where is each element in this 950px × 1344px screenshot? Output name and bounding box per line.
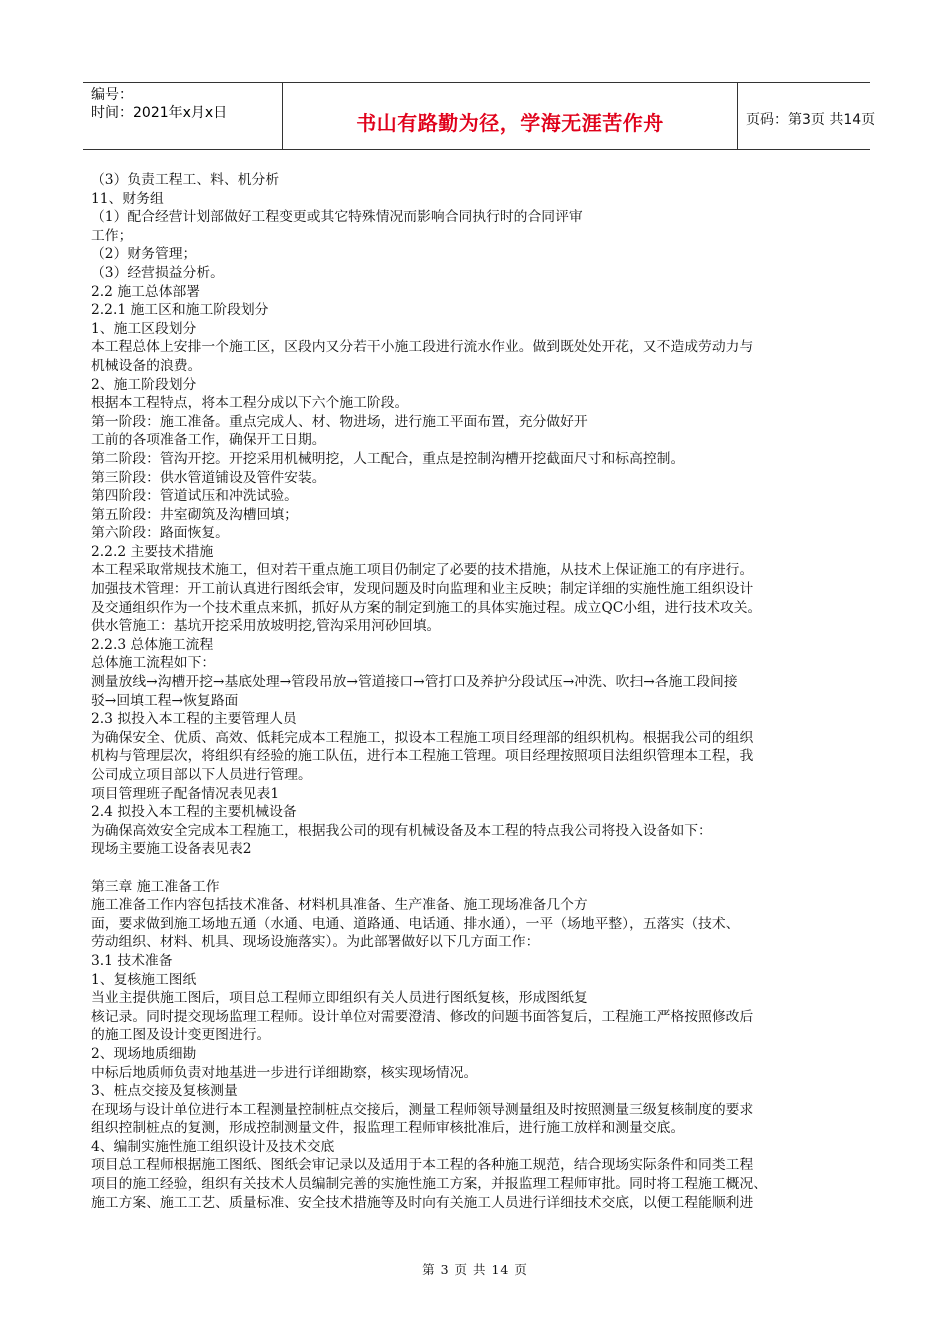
text-line: 组织控制桩点的复测，形成控制测量文件，报监理工程师审核批准后，进行施工放样和测量交底。 — [91, 1120, 685, 1137]
document-time-label: 时间：2021年x月x日 — [91, 105, 228, 121]
header-page-cell — [738, 83, 876, 149]
header-page-number: 页码：第3页 共14页 — [746, 112, 876, 128]
text-line: 供水管施工：基坑开挖采用放坡明挖,管沟采用河砂回填。 — [91, 618, 441, 635]
text-line: 本工程采取常规技术施工，但对若干重点施工项目仍制定了必要的技术措施，从技术上保证施工的有序进行。 — [91, 562, 754, 579]
text-line: 第二阶段：管沟开挖。开挖采用机械明挖，人工配合，重点是控制沟槽开挖截面尺寸和标高控制。 — [91, 450, 685, 467]
text-line: 2、施工阶段划分 — [91, 376, 197, 393]
text-line: （3）经营损益分析。 — [91, 264, 224, 281]
text-line: 11、财务组 — [91, 190, 164, 207]
text-line: 第三阶段：供水管道铺设及管件安装。 — [91, 469, 326, 486]
text-line: 劳动组织、材料、机具、现场设施落实）。为此部署做好以下几方面工作： — [91, 934, 540, 951]
text-line: 工作； — [91, 227, 133, 244]
text-line: 测量放线→沟槽开挖→基底处理→管段吊放→管道接口→管打口及养护分段试压→冲洗、吹扫→各施工段间接 — [91, 674, 738, 691]
text-line: 加强技术管理：开工前认真进行图纸会审，发现问题及时向监理和业主反映；制定详细的实施性施工组织设计 — [91, 581, 754, 598]
document-body — [91, 171, 871, 1212]
text-line: 第四阶段：管道试压和冲洗试验。 — [91, 488, 298, 505]
text-line: 施工准备工作内容包括技术准备、材料机具准备、生产准备、施工现场准备几个方 — [91, 897, 588, 914]
text-line: 2.2.1 施工区和施工阶段划分 — [91, 302, 269, 319]
text-line: 机构与管理层次，将组织有经验的施工队伍，进行本工程施工管理。项目经理按照项目法组织管理本工程，我 — [91, 748, 754, 765]
text-line: 驳→回填工程→恢复路面 — [91, 692, 239, 709]
text-line — [91, 859, 871, 878]
text-line: 3.1 技术准备 — [91, 952, 173, 969]
text-line: 本工程总体上安排一个施工区，区段内又分若干小施工段进行流水作业。做到既处处开花，又不造成劳动力与 — [91, 339, 754, 356]
text-line: 为确保高效安全完成本工程施工，根据我公司的现有机械设备及本工程的特点我公司将投入设备如下： — [91, 822, 712, 839]
text-line: （1）配合经营计划部做好工程变更或其它特殊情况而影响合同执行时的合同评审 — [91, 209, 583, 226]
page-footer: 第 3 页 共 14 页 — [422, 1262, 528, 1277]
text-line: 2.4 拟投入本工程的主要机械设备 — [91, 804, 297, 821]
text-line: 及交通组织作为一个技术重点来抓，抓好从方案的制定到施工的具体实施过程。成立QC小组，进行技术攻关。 — [91, 599, 762, 616]
text-line: 根据本工程特点，将本工程分成以下六个施工阶段。 — [91, 395, 409, 412]
text-line: 总体施工流程如下： — [91, 655, 216, 672]
document-number-label: 编号： — [91, 87, 133, 103]
text-line: 1、复核施工图纸 — [91, 971, 197, 988]
text-line: 施工方案、施工工艺、质量标准、安全技术措施等及时向有关施工人员进行详细技术交底，以便工程能顺利进 — [91, 1194, 754, 1211]
text-line: 工前的各项准备工作，确保开工日期。 — [91, 432, 326, 449]
text-line: （3）负责工程工、料、机分析 — [91, 172, 280, 188]
text-line: 4、编制实施性施工组织设计及技术交底 — [91, 1138, 335, 1155]
text-line: 面，要求做到施工场地五通（水通、电通、道路通、电话通、排水通），一平（场地平整），五落实（技术、 — [91, 915, 740, 932]
text-line: 为确保安全、优质、高效、低耗完成本工程施工，拟设本工程施工项目经理部的组织机构。根据我公司的组织 — [91, 729, 754, 746]
text-line: 2.2.2 主要技术措施 — [91, 543, 214, 560]
text-line: 中标后地质师负责对地基进一步进行详细勘察，核实现场情况。 — [91, 1064, 478, 1081]
text-line: 2.3 拟投入本工程的主要管理人员 — [91, 711, 297, 728]
text-line: 2.2.3 总体施工流程 — [91, 636, 214, 653]
text-line: 3、桩点交接及复核测量 — [91, 1083, 238, 1100]
text-line: 2、现场地质细勘 — [91, 1045, 197, 1062]
text-line: 项目的施工经验，组织有关技术人员编制完善的实施性施工方案，并报监理工程师审批。同时将工程施工概况、 — [91, 1176, 768, 1193]
text-line: 项目管理班子配备情况表见表1 — [91, 785, 280, 802]
text-line: 当业主提供施工图后，项目总工程师立即组织有关人员进行图纸复核，形成图纸复 — [91, 990, 588, 1007]
text-line: 第六阶段：路面恢复。 — [91, 525, 229, 542]
text-line: （2）财务管理； — [91, 246, 197, 263]
text-line: 在现场与设计单位进行本工程测量控制桩点交接后，测量工程师领导测量组及时按照测量三级复核制度的要求 — [91, 1101, 754, 1118]
text-line: 第一阶段：施工准备。重点完成人、材、物进场，进行施工平面布置，充分做好开 — [91, 413, 588, 430]
header-meta-cell — [83, 83, 283, 149]
header-motto: 书山有路勤为径，学海无涯苦作舟 — [356, 111, 664, 135]
text-line: 公司成立项目部以下人员进行管理。 — [91, 767, 312, 783]
text-line: 核记录。同时提交现场监理工程师。设计单位对需要澄清、修改的问题书面答复后，工程施工严格按照修改后 — [91, 1008, 754, 1025]
text-line: 第五阶段：井室砌筑及沟槽回填； — [91, 506, 298, 523]
text-line: 项目总工程师根据施工图纸、图纸会审记录以及适用于本工程的各种施工规范，结合现场实际条件和同类工程 — [91, 1157, 754, 1174]
text-line: 1、施工区段划分 — [91, 320, 197, 337]
text-line: 机械设备的浪费。 — [91, 357, 202, 374]
text-line: 的施工图及设计变更图进行。 — [91, 1027, 271, 1044]
text-line: 2.2 施工总体部署 — [91, 283, 201, 300]
text-line: 现场主要施工设备表见表2 — [91, 841, 252, 858]
page-header — [83, 82, 876, 150]
text-line: 第三章 施工准备工作 — [91, 878, 220, 895]
header-motto-cell — [283, 83, 738, 149]
